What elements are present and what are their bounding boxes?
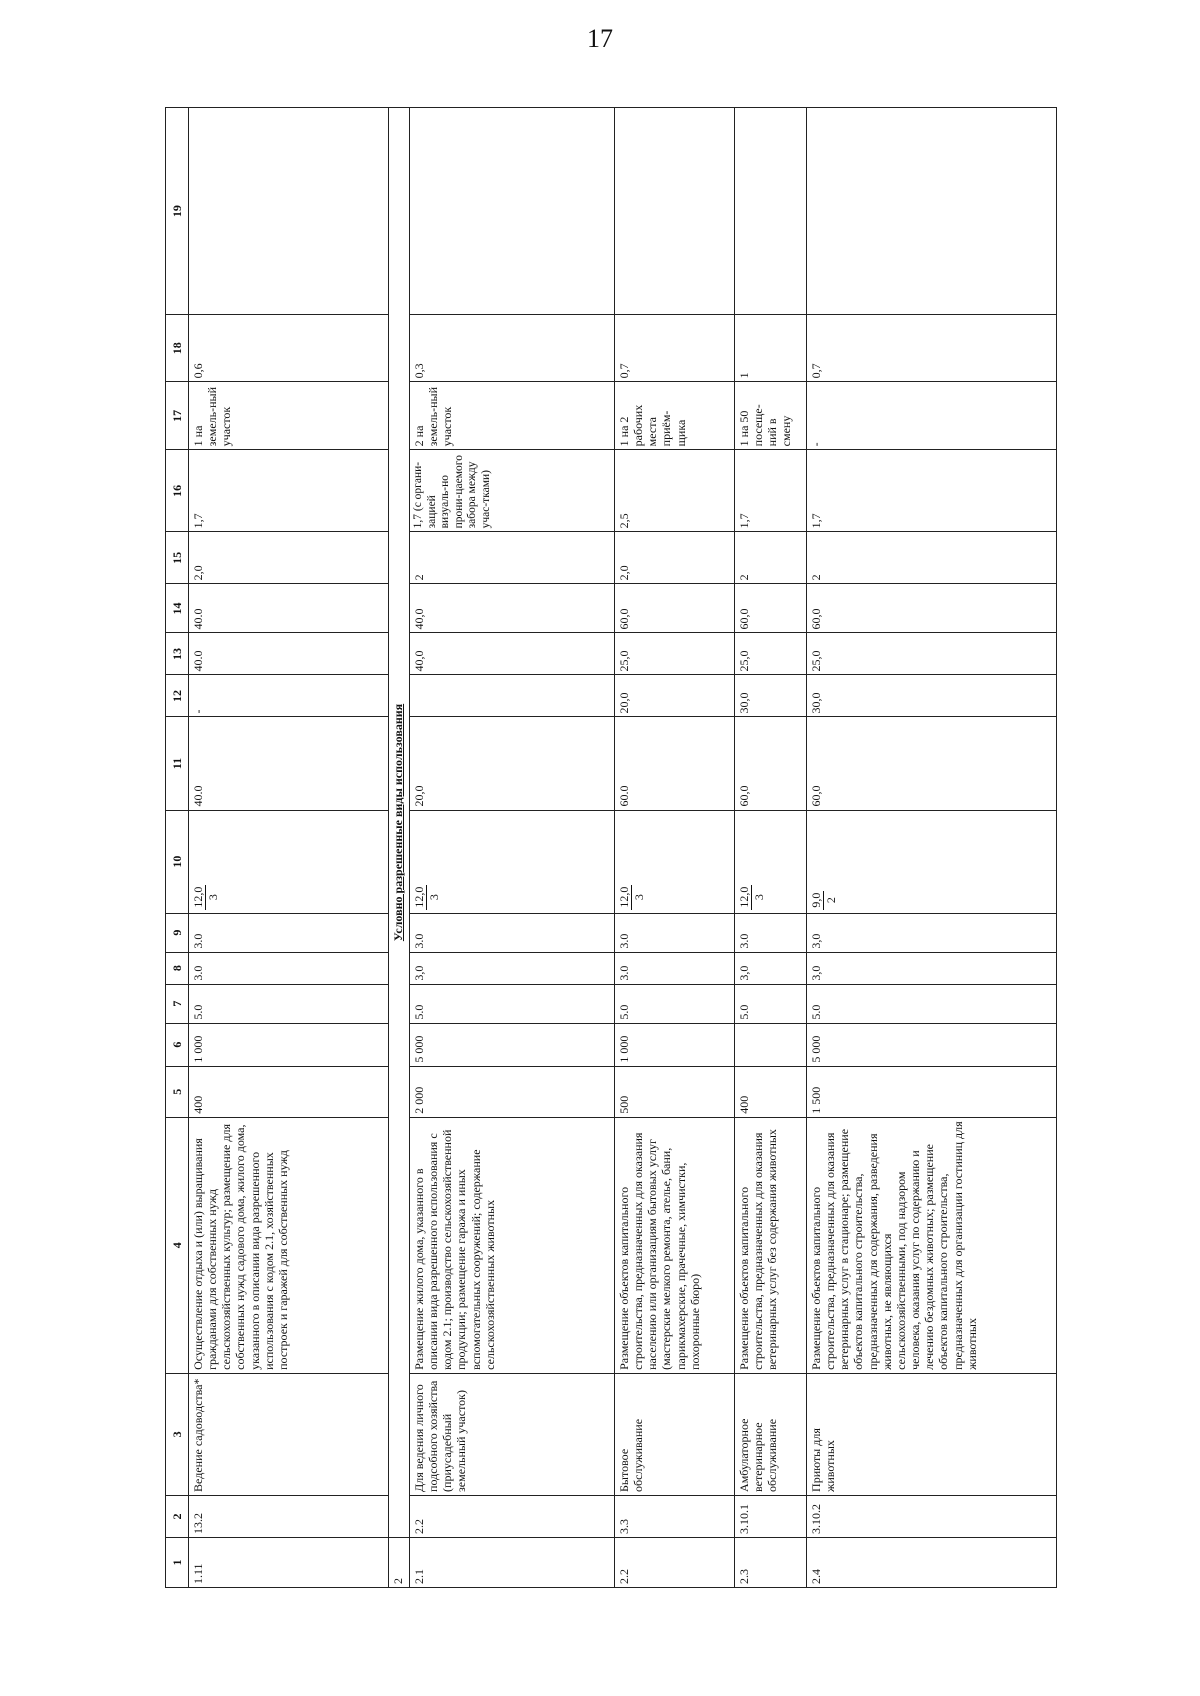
- cell-c13: 40.0: [189, 633, 389, 675]
- cell-c12: 30,0: [807, 675, 1057, 717]
- use-code: 3.3: [615, 1495, 735, 1537]
- header-cell: 12: [166, 675, 189, 717]
- cell-c18: 0,7: [615, 315, 735, 382]
- use-description: Размещение жилого дома, указанного в описании вида разрешенного использования с кодом 2.1; производство сельскохозяйственной продукции; размещение гаража и иных вспомогательных сооружений; содержание сельскохозяйственных животных: [410, 1117, 615, 1373]
- header-row: [166, 108, 189, 1588]
- cell-c15: 2: [735, 532, 807, 584]
- cell-c9: 3.0: [189, 913, 389, 952]
- cell-c7: 5.0: [615, 984, 735, 1023]
- cell-c10: [189, 810, 389, 913]
- table-row: [410, 108, 615, 1588]
- use-name: Для ведения личного подсобного хозяйства (приусадебный земельный участок): [410, 1373, 615, 1495]
- cell-c15: 2,0: [615, 532, 735, 584]
- header-cell: 18: [166, 315, 189, 382]
- cell-c13: 25,0: [807, 633, 1057, 675]
- cell-c12: 20,0: [615, 675, 735, 717]
- cell-c14: 40.0: [189, 584, 389, 633]
- fraction: [412, 885, 441, 910]
- header-cell: 5: [166, 1066, 189, 1117]
- use-code: 13.2: [189, 1495, 389, 1537]
- table-frame: [165, 107, 1102, 1588]
- cell-c18: 0,6: [189, 315, 389, 382]
- regulations-table: [165, 107, 1057, 1588]
- cell-c6: 1 000: [189, 1023, 389, 1066]
- cell-c7: 5.0: [189, 984, 389, 1023]
- cell-c5: 1 500: [807, 1066, 1057, 1117]
- cell-c10: [615, 810, 735, 913]
- cell-c10: [807, 810, 1057, 913]
- use-name: Ведение садоводства*: [189, 1373, 389, 1495]
- cell-c13: 25,0: [615, 633, 735, 675]
- fraction: [737, 885, 766, 910]
- fraction-denominator: 3: [206, 894, 221, 901]
- use-description: Размещение объектов капитального строительства, предназначенных для оказания населению или организациям бытовых услуг (мастерские мелкого ремонта, ателье, бани, парикмахерские, прачечные, химчистки, похоронные бюро): [615, 1117, 735, 1373]
- fraction-numerator: 9,0: [809, 892, 823, 908]
- cell-c16: 1,7 (с органи-зацией визуаль-но прони-цаемого забора между учас-тками): [410, 450, 615, 532]
- cell-c19: [735, 108, 807, 315]
- use-description: Размещение объектов капитального строительства, предназначенных для оказания ветеринарных услуг в стационаре; размещение объектов капитального строительства, предназначенных для содержания, разведения животных, не являющихся сельскохозяйственными, под надзором человека, оказания услуг по содержанию и лечению бездомных животных; размещение объектов капитального строительства, предназначенных для организации гостиниц для животных: [807, 1117, 1057, 1373]
- header-cell: 14: [166, 584, 189, 633]
- cell-c5: 400: [189, 1066, 389, 1117]
- cell-c16: 1,7: [189, 450, 389, 532]
- cell-c7: 5.0: [410, 984, 615, 1023]
- cell-c16: 1,7: [807, 450, 1057, 532]
- cell-c11: 60.0: [615, 717, 735, 810]
- header-cell: 2: [166, 1495, 189, 1537]
- cell-c14: 40,0: [410, 584, 615, 633]
- cell-c7: 5.0: [807, 984, 1057, 1023]
- rotated-table-container: [165, 107, 1102, 1588]
- cell-c17: 2 на земель-ный участок: [410, 382, 615, 450]
- cell-c16: 2,5: [615, 450, 735, 532]
- cell-c12: -: [189, 675, 389, 717]
- use-name: Бытовое обслуживание: [615, 1373, 735, 1495]
- fraction-numerator: 12,0: [737, 886, 751, 908]
- section-row: [389, 108, 410, 1588]
- cell-c10: [735, 810, 807, 913]
- section-number: 2: [389, 1537, 410, 1587]
- header-cell: 10: [166, 810, 189, 913]
- cell-c9: 3.0: [615, 913, 735, 952]
- header-cell: 7: [166, 984, 189, 1023]
- cell-c11: 60,0: [807, 717, 1057, 810]
- row-number: 2.1: [410, 1537, 615, 1587]
- use-code: 3.10.1: [735, 1495, 807, 1537]
- fraction-numerator: 12,0: [412, 886, 426, 908]
- use-description: Размещение объектов капитального строительства, предназначенных для оказания ветеринарных услуг без содержания животных: [735, 1117, 807, 1373]
- table-row: [807, 108, 1057, 1588]
- fraction-numerator: 12,0: [191, 886, 205, 908]
- cell-c15: 2: [410, 532, 615, 584]
- cell-c17: -: [807, 382, 1057, 450]
- header-cell: 17: [166, 382, 189, 450]
- cell-c8: 3.0: [189, 952, 389, 984]
- cell-c6: 5 000: [807, 1023, 1057, 1066]
- cell-c5: 400: [735, 1066, 807, 1117]
- row-number: 1.11: [189, 1537, 389, 1587]
- cell-c18: 0,7: [807, 315, 1057, 382]
- cell-c18: 0,3: [410, 315, 615, 382]
- header-cell: 4: [166, 1117, 189, 1373]
- cell-c6: 1 000: [615, 1023, 735, 1066]
- header-cell: 9: [166, 913, 189, 952]
- cell-c7: 5.0: [735, 984, 807, 1023]
- cell-c6: 5 000: [410, 1023, 615, 1066]
- cell-c12: [410, 675, 615, 717]
- use-code: 2.2: [410, 1495, 615, 1537]
- row-number: 2.4: [807, 1537, 1057, 1587]
- fraction-denominator: 3: [632, 894, 647, 901]
- cell-c6: [735, 1023, 807, 1066]
- header-cell: 15: [166, 532, 189, 584]
- cell-c17: 1 на земель-ный участок: [189, 382, 389, 450]
- cell-c13: 25,0: [735, 633, 807, 675]
- cell-c15: 2: [807, 532, 1057, 584]
- table-row: [615, 108, 735, 1588]
- cell-c19: [807, 108, 1057, 315]
- header-cell: 1: [166, 1537, 189, 1587]
- header-cell: 6: [166, 1023, 189, 1066]
- cell-c8: 3.0: [615, 952, 735, 984]
- use-description: Осуществление отдыха и (или) выращивания гражданами для собственных нужд сельскохозяйственных культур; размещение для собственных нужд садового дома, жилого дома, указанного в описании вида разрешенного использования с кодом 2.1, хозяйственных построек и гаражей для собственных нужд: [189, 1117, 389, 1373]
- cell-c19: [410, 108, 615, 315]
- table-row: [735, 108, 807, 1588]
- header-cell: 8: [166, 952, 189, 984]
- cell-c8: 3,0: [410, 952, 615, 984]
- cell-c9: 3.0: [410, 913, 615, 952]
- fraction-denominator: 3: [752, 894, 767, 901]
- cell-c11: 20,0: [410, 717, 615, 810]
- cell-c9: 3,0: [807, 913, 1057, 952]
- cell-c17: 1 на 2 рабочих места приём-щика: [615, 382, 735, 450]
- cell-c19: [615, 108, 735, 315]
- row-number: 2.2: [615, 1537, 735, 1587]
- header-cell: 3: [166, 1373, 189, 1495]
- section-title: Условно разрешенные виды использования: [389, 108, 410, 1538]
- fraction: [617, 885, 646, 910]
- row-number: 2.3: [735, 1537, 807, 1587]
- cell-c13: 40,0: [410, 633, 615, 675]
- cell-c5: 2 000: [410, 1066, 615, 1117]
- use-name: Амбулаторное ветеринарное обслуживание: [735, 1373, 807, 1495]
- fraction-numerator: 12,0: [617, 886, 631, 908]
- use-name: Приюты для животных: [807, 1373, 1057, 1495]
- fraction-denominator: 2: [824, 897, 839, 904]
- header-cell: 13: [166, 633, 189, 675]
- cell-c11: 60,0: [735, 717, 807, 810]
- cell-c14: 60,0: [735, 584, 807, 633]
- cell-c12: 30,0: [735, 675, 807, 717]
- cell-c9: 3.0: [735, 913, 807, 952]
- cell-c14: 60,0: [807, 584, 1057, 633]
- cell-c19: [189, 108, 389, 315]
- table-row: [189, 108, 389, 1588]
- cell-c14: 60,0: [615, 584, 735, 633]
- header-cell: 19: [166, 108, 189, 315]
- cell-c5: 500: [615, 1066, 735, 1117]
- fraction-denominator: 3: [427, 894, 442, 901]
- cell-c17: 1 на 50 посеще-ний в смену: [735, 382, 807, 450]
- cell-c15: 2,0: [189, 532, 389, 584]
- cell-c16: 1,7: [735, 450, 807, 532]
- page-number: 17: [587, 24, 613, 53]
- cell-c8: 3,0: [807, 952, 1057, 984]
- cell-c11: 40.0: [189, 717, 389, 810]
- use-code: 3.10.2: [807, 1495, 1057, 1537]
- header-cell: 16: [166, 450, 189, 532]
- cell-c18: 1: [735, 315, 807, 382]
- header-cell: 11: [166, 717, 189, 810]
- cell-c8: 3,0: [735, 952, 807, 984]
- fraction: [191, 885, 220, 910]
- cell-c10: [410, 810, 615, 913]
- fraction: [809, 891, 838, 910]
